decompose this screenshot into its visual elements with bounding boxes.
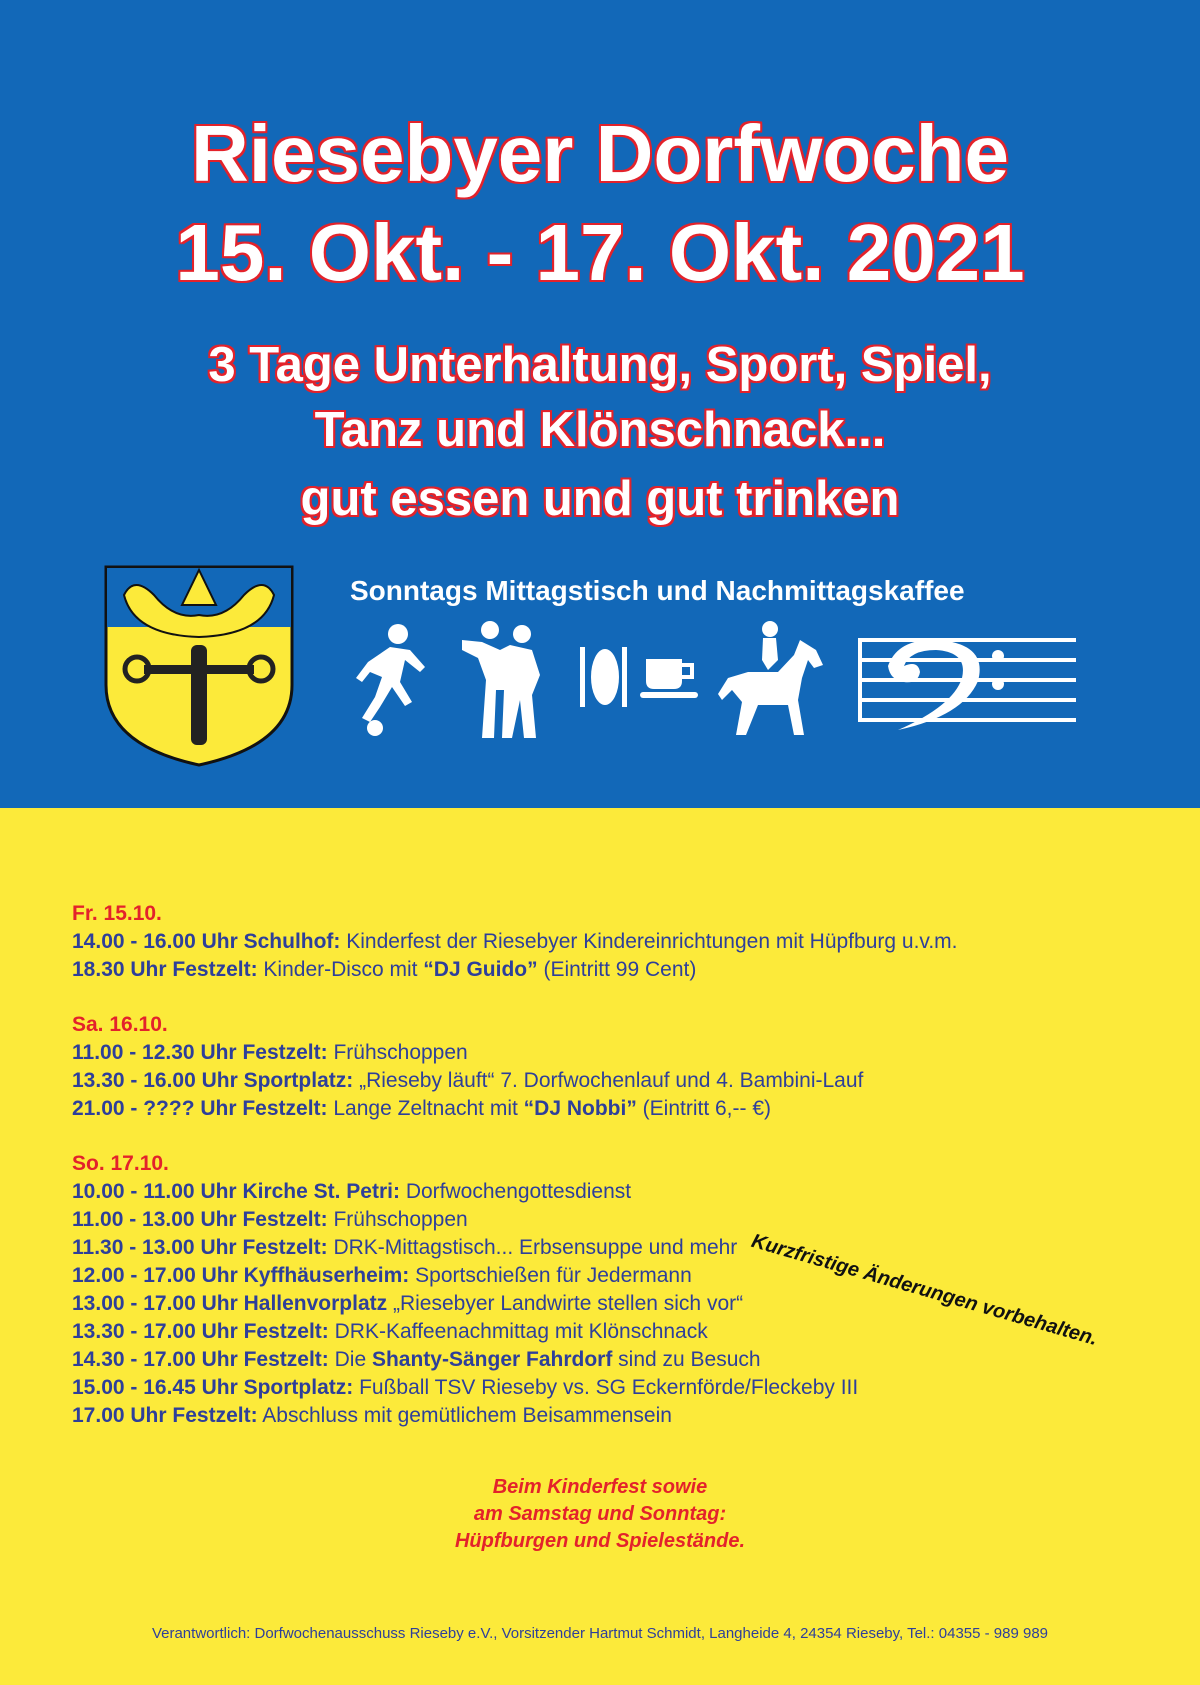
list-item: 21.00 - ???? Uhr Festzelt: Lange Zeltnacht mit “DJ Nobbi” (Eintritt 6,-- €) — [72, 1097, 772, 1120]
dancing-couple-icon — [460, 620, 546, 742]
list-item: 11.30 - 13.00 Uhr Festzelt: DRK-Mittagstisch... Erbsensuppe und mehr — [72, 1236, 738, 1259]
tagline-line-2: Tanz und Klönschnack... — [314, 403, 886, 457]
list-item: 18.30 Uhr Festzelt: Kinder-Disco mit “DJ Guido” (Eintritt 99 Cent) — [72, 958, 697, 981]
cutlery-plate-icon — [578, 645, 628, 710]
list-item: 13.00 - 17.00 Uhr Hallenvorplatz „Riesebyer Landwirte stellen sich vor“ — [72, 1292, 744, 1315]
header-panel — [0, 0, 1200, 808]
bass-clef-staff-icon — [858, 636, 1078, 732]
day-heading-sunday: So. 17.10. — [72, 1152, 169, 1175]
tagline-line-3: gut essen und gut trinken — [300, 472, 900, 526]
schedule — [72, 900, 958, 1430]
changes-reserved-note: Kurzfristige Änderungen vorbehalten. — [748, 1230, 1101, 1351]
sunday-note: Sonntags Mittagstisch und Nachmittagskaffee — [350, 575, 965, 606]
list-item: 12.00 - 17.00 Uhr Kyffhäuserheim: Sportschießen für Jedermann — [72, 1264, 692, 1287]
coat-of-arms-icon — [104, 565, 294, 767]
list-item: 11.00 - 12.30 Uhr Festzelt: Frühschoppen — [72, 1041, 468, 1064]
list-item: 17.00 Uhr Festzelt: Abschluss mit gemütlichem Beisammensein — [72, 1404, 672, 1427]
list-item: 10.00 - 11.00 Uhr Kirche St. Petri: Dorfwochengottesdienst — [72, 1180, 632, 1203]
horse-rider-icon — [718, 620, 828, 738]
list-item: 14.00 - 16.00 Uhr Schulhof: Kinderfest der Riesebyer Kindereinrichtungen mit Hüpfburg u.v.m. — [72, 930, 958, 953]
event-title: Riesebyer Dorfwoche — [190, 109, 1010, 198]
list-item: 13.30 - 17.00 Uhr Festzelt: DRK-Kaffeenachmittag mit Klönschnack — [72, 1320, 708, 1343]
list-item: 14.30 - 17.00 Uhr Festzelt: Die Shanty-Sänger Fahrdorf sind zu Besuch — [72, 1348, 761, 1371]
soccer-player-icon — [350, 622, 430, 737]
list-item: 15.00 - 16.45 Uhr Sportplatz: Fußball TSV Rieseby vs. SG Eckernförde/Fleckeby III — [72, 1376, 859, 1399]
event-dates: 15. Okt. - 17. Okt. 2021 — [175, 208, 1025, 297]
tagline-line-1: 3 Tage Unterhaltung, Sport, Spiel, — [208, 338, 992, 392]
day-heading-saturday: Sa. 16.10. — [72, 1013, 168, 1036]
day-heading-friday: Fr. 15.10. — [72, 902, 162, 925]
list-item: 13.30 - 16.00 Uhr Sportplatz: „Rieseby läuft“ 7. Dorfwochenlauf und 4. Bambini-Lauf — [72, 1069, 864, 1092]
list-item: 11.00 - 13.00 Uhr Festzelt: Frühschoppen — [72, 1208, 468, 1231]
kinderfest-note: Beim Kinderfest sowie am Samstag und Sonntag: Hüpfburgen und Spielestände. — [454, 1476, 745, 1552]
coffee-cup-icon — [640, 655, 700, 700]
footer-contact: Verantwortlich: Dorfwochenausschuss Rieseby e.V., Vorsitzender Hartmut Schmidt, Langheide 4, 24354 Rieseby, Tel.: 04355 - 989 989 — [151, 1625, 1049, 1642]
